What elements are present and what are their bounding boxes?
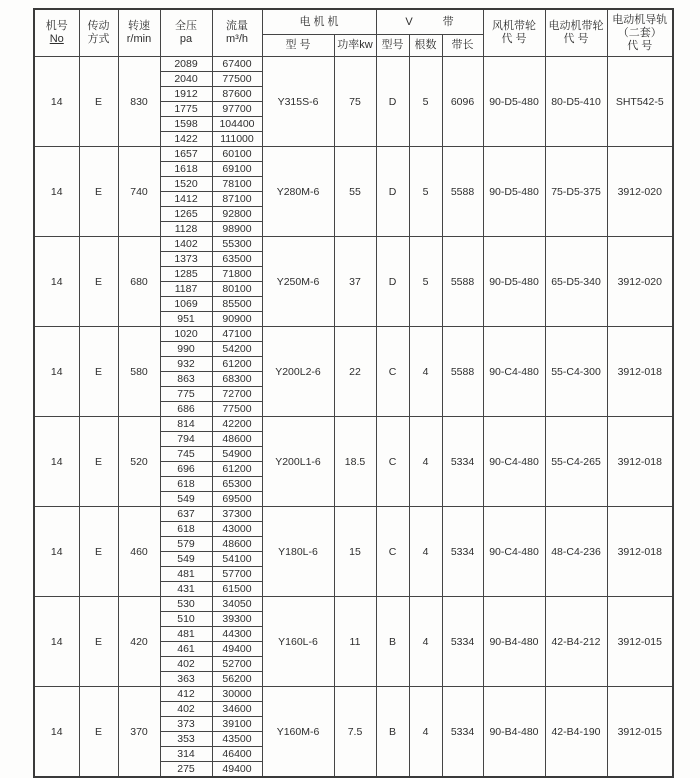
table-header [34,9,673,57]
cell-motor-rail: 3912-015 [607,597,673,687]
cell-pressure: 696 [160,462,212,477]
cell-motor-power: 22 [334,327,376,417]
header-drive-mode: 传动 方式 [79,9,118,57]
cell-pressure: 794 [160,432,212,447]
cell-flow: 39300 [212,612,262,627]
cell-pressure: 1520 [160,177,212,192]
header-motor-rail: 电动机导轨 （二套） 代 号 [607,9,673,57]
header-motor-power: 功率kw [334,35,376,57]
cell-motor-power: 15 [334,507,376,597]
cell-belt-count: 4 [409,327,442,417]
cell-flow: 52700 [212,657,262,672]
cell-flow: 87600 [212,87,262,102]
cell-belt-count: 5 [409,57,442,147]
cell-motor-power: 37 [334,237,376,327]
cell-motor-power: 11 [334,597,376,687]
cell-flow: 71800 [212,267,262,282]
table-row [34,327,673,342]
cell-flow: 55300 [212,237,262,252]
cell-flow: 78100 [212,177,262,192]
cell-flow: 111000 [212,132,262,147]
cell-pressure: 1657 [160,147,212,162]
cell-motor-model: Y315S-6 [262,57,334,147]
cell-pressure: 579 [160,537,212,552]
cell-pressure: 2040 [160,72,212,87]
cell-pressure: 1422 [160,132,212,147]
cell-fan-pulley: 90-C4-480 [483,507,545,597]
cell-pressure: 412 [160,687,212,702]
cell-belt-length: 5334 [442,507,483,597]
header-fan-no [34,9,79,57]
cell-belt-count: 5 [409,237,442,327]
cell-pressure: 2089 [160,57,212,72]
cell-pressure: 275 [160,762,212,778]
cell-motor-model: Y200L2-6 [262,327,334,417]
cell-pressure: 1373 [160,252,212,267]
cell-pressure: 932 [160,357,212,372]
cell-motor-rail: SHT542-5 [607,57,673,147]
cell-flow: 54900 [212,447,262,462]
cell-pressure: 530 [160,597,212,612]
cell-pressure: 402 [160,702,212,717]
cell-flow: 77500 [212,72,262,87]
cell-flow: 87100 [212,192,262,207]
cell-flow: 61200 [212,462,262,477]
cell-pressure: 745 [160,447,212,462]
cell-pressure: 1020 [160,327,212,342]
cell-flow: 34050 [212,597,262,612]
cell-belt-type: B [376,597,409,687]
cell-fan-no: 14 [34,507,79,597]
cell-flow: 63500 [212,252,262,267]
cell-flow: 46400 [212,747,262,762]
cell-flow: 60100 [212,147,262,162]
cell-flow: 68300 [212,372,262,387]
cell-belt-type: D [376,57,409,147]
cell-pressure: 1412 [160,192,212,207]
cell-motor-pulley: 65-D5-340 [545,237,607,327]
cell-fan-no: 14 [34,237,79,327]
cell-motor-rail: 3912-015 [607,687,673,778]
cell-flow: 92800 [212,207,262,222]
cell-motor-pulley: 42-B4-190 [545,687,607,778]
cell-drive-mode: E [79,57,118,147]
header-fan-no-en: No [49,33,64,45]
cell-motor-model: Y160M-6 [262,687,334,778]
cell-flow: 48600 [212,432,262,447]
cell-flow: 97700 [212,102,262,117]
cell-speed: 740 [118,147,160,237]
cell-pressure: 863 [160,372,212,387]
cell-flow: 104400 [212,117,262,132]
cell-pressure: 402 [160,657,212,672]
cell-flow: 61200 [212,357,262,372]
cell-motor-model: Y180L-6 [262,507,334,597]
table-body [34,57,673,778]
table-row [34,597,673,612]
cell-drive-mode: E [79,687,118,778]
cell-fan-pulley: 90-D5-480 [483,147,545,237]
cell-belt-length: 5588 [442,147,483,237]
cell-flow: 43000 [212,522,262,537]
cell-motor-rail: 3912-020 [607,147,673,237]
cell-flow: 57700 [212,567,262,582]
cell-motor-pulley: 48-C4-236 [545,507,607,597]
cell-belt-type: B [376,687,409,778]
table-row [34,237,673,252]
cell-belt-count: 4 [409,687,442,778]
header-motor-pulley: 电动机带轮 代 号 [545,9,607,57]
cell-belt-type: C [376,417,409,507]
cell-flow: 56200 [212,672,262,687]
header-speed: 转速 r/min [118,9,160,57]
cell-motor-rail: 3912-020 [607,237,673,327]
cell-pressure: 1069 [160,297,212,312]
cell-fan-no: 14 [34,57,79,147]
cell-flow: 65300 [212,477,262,492]
cell-flow: 39100 [212,717,262,732]
cell-speed: 370 [118,687,160,778]
header-vbelt-model: 型号 [376,35,409,57]
cell-motor-model: Y200L1-6 [262,417,334,507]
cell-fan-pulley: 90-C4-480 [483,417,545,507]
header-motor-group: 电 机 机 [262,9,376,35]
table-row [34,147,673,162]
cell-motor-rail: 3912-018 [607,507,673,597]
cell-pressure: 1128 [160,222,212,237]
cell-speed: 520 [118,417,160,507]
page [0,8,700,775]
cell-pressure: 775 [160,387,212,402]
cell-pressure: 353 [160,732,212,747]
table-row [34,417,673,432]
cell-fan-no: 14 [34,147,79,237]
cell-motor-rail: 3912-018 [607,417,673,507]
cell-belt-count: 5 [409,147,442,237]
cell-belt-length: 5334 [442,597,483,687]
cell-pressure: 373 [160,717,212,732]
cell-flow: 72700 [212,387,262,402]
cell-flow: 49400 [212,762,262,778]
cell-fan-no: 14 [34,417,79,507]
cell-motor-power: 55 [334,147,376,237]
cell-fan-pulley: 90-D5-480 [483,237,545,327]
cell-pressure: 686 [160,402,212,417]
cell-drive-mode: E [79,417,118,507]
cell-motor-pulley: 55-C4-265 [545,417,607,507]
cell-pressure: 461 [160,642,212,657]
cell-pressure: 549 [160,492,212,507]
cell-belt-type: C [376,327,409,417]
cell-pressure: 618 [160,477,212,492]
cell-fan-no: 14 [34,597,79,687]
header-vbelt-count: 根数 [409,35,442,57]
cell-fan-pulley: 90-B4-480 [483,687,545,778]
cell-drive-mode: E [79,147,118,237]
cell-flow: 43500 [212,732,262,747]
header-motor-model: 型 号 [262,35,334,57]
cell-drive-mode: E [79,507,118,597]
cell-belt-length: 5334 [442,417,483,507]
cell-speed: 830 [118,57,160,147]
cell-flow: 37300 [212,507,262,522]
cell-flow: 80100 [212,282,262,297]
cell-fan-no: 14 [34,687,79,778]
cell-pressure: 637 [160,507,212,522]
cell-motor-pulley: 80-D5-410 [545,57,607,147]
cell-pressure: 990 [160,342,212,357]
cell-pressure: 549 [160,552,212,567]
cell-speed: 420 [118,597,160,687]
cell-flow: 85500 [212,297,262,312]
cell-pressure: 1912 [160,87,212,102]
cell-belt-length: 6096 [442,57,483,147]
cell-fan-pulley: 90-C4-480 [483,327,545,417]
cell-motor-power: 7.5 [334,687,376,778]
cell-motor-power: 75 [334,57,376,147]
cell-flow: 30000 [212,687,262,702]
cell-pressure: 1402 [160,237,212,252]
cell-flow: 42200 [212,417,262,432]
cell-motor-pulley: 42-B4-212 [545,597,607,687]
cell-flow: 47100 [212,327,262,342]
cell-flow: 61500 [212,582,262,597]
cell-belt-count: 4 [409,597,442,687]
cell-belt-count: 4 [409,417,442,507]
cell-flow: 77500 [212,402,262,417]
cell-fan-pulley: 90-D5-480 [483,57,545,147]
cell-motor-pulley: 55-C4-300 [545,327,607,417]
cell-pressure: 618 [160,522,212,537]
cell-pressure: 1285 [160,267,212,282]
cell-belt-type: D [376,237,409,327]
cell-drive-mode: E [79,237,118,327]
cell-speed: 460 [118,507,160,597]
cell-pressure: 314 [160,747,212,762]
cell-speed: 580 [118,327,160,417]
cell-flow: 44300 [212,627,262,642]
cell-pressure: 951 [160,312,212,327]
cell-flow: 54100 [212,552,262,567]
cell-motor-pulley: 75-D5-375 [545,147,607,237]
cell-pressure: 363 [160,672,212,687]
cell-pressure: 510 [160,612,212,627]
cell-pressure: 1187 [160,282,212,297]
cell-speed: 680 [118,237,160,327]
fan-spec-table [33,8,674,778]
cell-motor-power: 18.5 [334,417,376,507]
table-row [34,57,673,72]
cell-pressure: 481 [160,627,212,642]
header-pressure: 全压 pa [160,9,212,57]
cell-belt-length: 5588 [442,237,483,327]
cell-motor-rail: 3912-018 [607,327,673,417]
header-fan-no-cn: 机号 [45,20,68,32]
cell-drive-mode: E [79,597,118,687]
cell-flow: 90900 [212,312,262,327]
header-vbelt-length: 带长 [442,35,483,57]
table-row [34,507,673,522]
cell-flow: 67400 [212,57,262,72]
cell-pressure: 431 [160,582,212,597]
cell-motor-model: Y160L-6 [262,597,334,687]
cell-flow: 48600 [212,537,262,552]
cell-pressure: 1618 [160,162,212,177]
cell-fan-no: 14 [34,327,79,417]
table-row [34,687,673,702]
cell-belt-length: 5334 [442,687,483,778]
cell-fan-pulley: 90-B4-480 [483,597,545,687]
cell-pressure: 1265 [160,207,212,222]
header-flow: 流量 m³/h [212,9,262,57]
cell-flow: 69100 [212,162,262,177]
header-vbelt-group: V 带 [376,9,483,35]
cell-flow: 69500 [212,492,262,507]
cell-pressure: 481 [160,567,212,582]
header-fan-pulley: 风机带轮 代 号 [483,9,545,57]
cell-pressure: 814 [160,417,212,432]
cell-motor-model: Y280M-6 [262,147,334,237]
cell-belt-type: C [376,507,409,597]
cell-belt-length: 5588 [442,327,483,417]
cell-motor-model: Y250M-6 [262,237,334,327]
cell-flow: 34600 [212,702,262,717]
cell-pressure: 1598 [160,117,212,132]
cell-pressure: 1775 [160,102,212,117]
cell-drive-mode: E [79,327,118,417]
cell-flow: 49400 [212,642,262,657]
cell-flow: 98900 [212,222,262,237]
cell-flow: 54200 [212,342,262,357]
cell-belt-type: D [376,147,409,237]
cell-belt-count: 4 [409,507,442,597]
